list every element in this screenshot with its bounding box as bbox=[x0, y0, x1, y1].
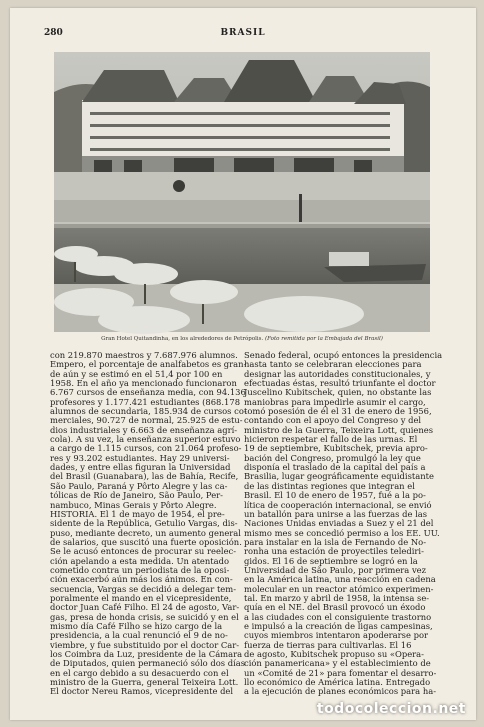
text-line: de salarios, que suscitó una fuerte oposición. bbox=[50, 536, 242, 547]
text-line: 1958. En el año ya mencionado funcionaron bbox=[50, 378, 237, 389]
left-column bbox=[50, 350, 247, 697]
text-line: cola). A su vez, la enseñanza superior estuvo bbox=[50, 434, 241, 445]
text-line: hicieron respetar el fallo de las urnas. El bbox=[244, 434, 418, 445]
text-line: con 219.870 maestros y 7.687.976 alumnos. bbox=[50, 350, 238, 360]
text-line: 19 de septiembre, Kubitschek, previa apro- bbox=[244, 443, 428, 454]
text-line: São Paulo, Paraná y Pôrto Alegre y las ca- bbox=[50, 480, 228, 491]
text-line: Brasilia, lugar geográficamente equidistante bbox=[244, 471, 434, 482]
text-line: bación del Congreso, promulgó la ley que bbox=[244, 452, 421, 463]
text-line: un «Comité de 21» para fomentar el desarro- bbox=[244, 667, 437, 678]
text-line: ronha una estación de proyectiles telediri- bbox=[244, 546, 424, 557]
text-line: los Coimbra da Luz, presidente de la Cámara bbox=[50, 649, 243, 659]
text-line: Empero, el porcentaje de analfabetos es gran- bbox=[50, 359, 247, 370]
text-line: sidente de la República, Getulio Vargas, dis- bbox=[50, 518, 238, 529]
text-line: un batallón para unirse a las fuerzas de las bbox=[244, 508, 428, 519]
text-line: El doctor Nereu Ramos, vicepresidente del bbox=[50, 686, 234, 697]
text-line: molecular en un reactor atómico experimen- bbox=[244, 583, 434, 594]
caption-credit: (Foto remitida por la Embajada del Brasil) bbox=[264, 336, 383, 342]
text-line: Juscelino Kubitschek, quien, no obstante las bbox=[244, 387, 432, 398]
text-line: a la ejecución de planes económicos para ha- bbox=[244, 686, 437, 697]
text-line: de aún y se estimó en el 51,4 por 100 en bbox=[50, 368, 223, 379]
text-line: gas, presa de honda crisis, se suicidó y en el bbox=[50, 611, 239, 622]
text-line: de agosto, Kubitschek propuso su «Opera- bbox=[244, 649, 425, 659]
text-line: ción panamericana» y el establecimiento de bbox=[244, 658, 431, 669]
text-line: para instalar en la isla de Fernando de No- bbox=[244, 536, 427, 547]
caption-main: Gran Hotel Quitandinha, en los alrededores de Petrópolis. bbox=[101, 336, 264, 342]
text-line: en el cargo debido a su desacuerdo con el bbox=[50, 667, 229, 678]
text-line: tomó posesión de él el 31 de enero de 1956, bbox=[244, 406, 432, 417]
text-line: en la América latina, una reacción en cadena bbox=[244, 574, 436, 585]
text-line: alumnos de secundaria, 185.934 de cursos co- bbox=[50, 406, 247, 417]
watermark-logo: todocoleccion.net bbox=[316, 701, 466, 717]
text-line: e impulsó a la creación de ligas campesinas, bbox=[244, 620, 433, 631]
text-line: tal. En marzo y abril de 1958, la intensa se- bbox=[244, 592, 430, 603]
text-line: profesores y 1.177.421 estudiantes (868.178 bbox=[50, 396, 241, 407]
text-line: lítica de cooperación internacional, se envió bbox=[244, 499, 432, 510]
text-line: disponía el traslado de la capital del país a bbox=[244, 462, 426, 473]
text-line: Se le acusó entonces de procurar su reelec- bbox=[50, 546, 237, 557]
text-line: llo económico de América latina. Entregado bbox=[244, 677, 431, 688]
running-title: BRASIL bbox=[220, 28, 266, 38]
text-line: secuencia, Vargas se decidió a delegar tem- bbox=[50, 583, 237, 594]
text-line: ministro de la Guerra, Teixeira Lott, quienes bbox=[244, 424, 434, 435]
magazine-page bbox=[10, 8, 476, 720]
text-line: viembre, y fue substituido por el doctor Car- bbox=[50, 639, 240, 650]
text-line: hasta tanto se celebraran elecciones para bbox=[244, 359, 422, 370]
text-line: 6.767 cursos de enseñanza media, con 94.136 bbox=[50, 387, 246, 398]
text-line: ción exacerbó aún más los ánimos. En con- bbox=[50, 574, 233, 585]
text-line: dades, y entre ellas figuran la Universidad bbox=[50, 462, 231, 473]
text-line: de Diputados, quien permaneció sólo dos días bbox=[50, 658, 246, 669]
text-line: del Brasil (Guanabara), las de Bahía, Recife, bbox=[50, 471, 239, 482]
right-column bbox=[244, 350, 443, 697]
text-line: efectuadas éstas, resultó triunfante el doctor bbox=[244, 378, 436, 389]
hotel-photo bbox=[54, 52, 430, 332]
text-line: Universidad de São Paulo, por primera vez bbox=[244, 564, 427, 575]
text-line: tólicas de Río de Janeiro, São Paulo, Per- bbox=[50, 490, 223, 501]
text-line: a cargo de 1.115 cursos, con 21.064 profeso- bbox=[50, 443, 242, 454]
text-line: fuerza de tierras para cultivarlas. El 16 bbox=[244, 639, 412, 650]
text-line: ministro de la Guerra, general Teixeira Lott. bbox=[50, 677, 239, 688]
text-line: Naciones Unidas enviadas a Suez y el 21 del bbox=[244, 518, 434, 529]
text-line: dios industriales y 6.663 de enseñanza agrí- bbox=[50, 424, 238, 435]
text-line: Senado federal, ocupó entonces la presidencia bbox=[244, 350, 443, 360]
text-line: nambuco, Minas Gerais y Pôrto Alegre. bbox=[50, 499, 217, 510]
text-line: de las distintas regiones que integran el bbox=[244, 480, 415, 491]
text-line: a las ciudades con el consiguiente trastorno bbox=[244, 611, 432, 622]
text-line: cometido contra un periodista de la oposi- bbox=[50, 564, 230, 575]
page-number: 280 bbox=[44, 28, 63, 38]
text-line: merciales, 90.727 de normal, 25.925 de estu- bbox=[50, 415, 243, 426]
text-line: contando con el apoyo del Congreso y del bbox=[244, 415, 422, 426]
text-line: mismo día Café Filho se hizo cargo de la bbox=[50, 620, 223, 631]
text-line: quía en el NE. del Brasil provocó un éxodo bbox=[244, 602, 426, 613]
text-line: doctor Juan Café Filho. El 24 de agosto, Var- bbox=[50, 602, 240, 613]
photo-caption bbox=[54, 336, 430, 342]
text-line: Brasil. El 10 de enero de 1957, fué a la po- bbox=[244, 490, 426, 501]
text-line: puso, mediante decreto, un aumento general bbox=[50, 527, 241, 538]
page-header bbox=[44, 28, 442, 42]
text-line: designar las autoridades constitucionales, y bbox=[244, 368, 431, 379]
text-line: HISTORIA. El 1 de mayo de 1954, el pre- bbox=[50, 508, 225, 519]
text-line: gidos. El 16 de septiembre se logró en la bbox=[244, 555, 418, 566]
text-line: poralmente el mando en el vicepresidente, bbox=[50, 592, 232, 603]
text-line: maniobras para impedirle asumir el cargo, bbox=[244, 396, 426, 407]
text-line: ción apelando a esta medida. Un atentado bbox=[50, 555, 230, 566]
text-line: presidencia, a la cual renunció el 9 de no- bbox=[50, 630, 228, 641]
text-line: cuyos miembros intentaron apoderarse por bbox=[244, 630, 428, 641]
text-line: res y 93.202 estudiantes. Hay 29 universi- bbox=[50, 452, 230, 463]
text-line: mismo mes se concedió permiso a los EE. UU. bbox=[244, 527, 440, 538]
